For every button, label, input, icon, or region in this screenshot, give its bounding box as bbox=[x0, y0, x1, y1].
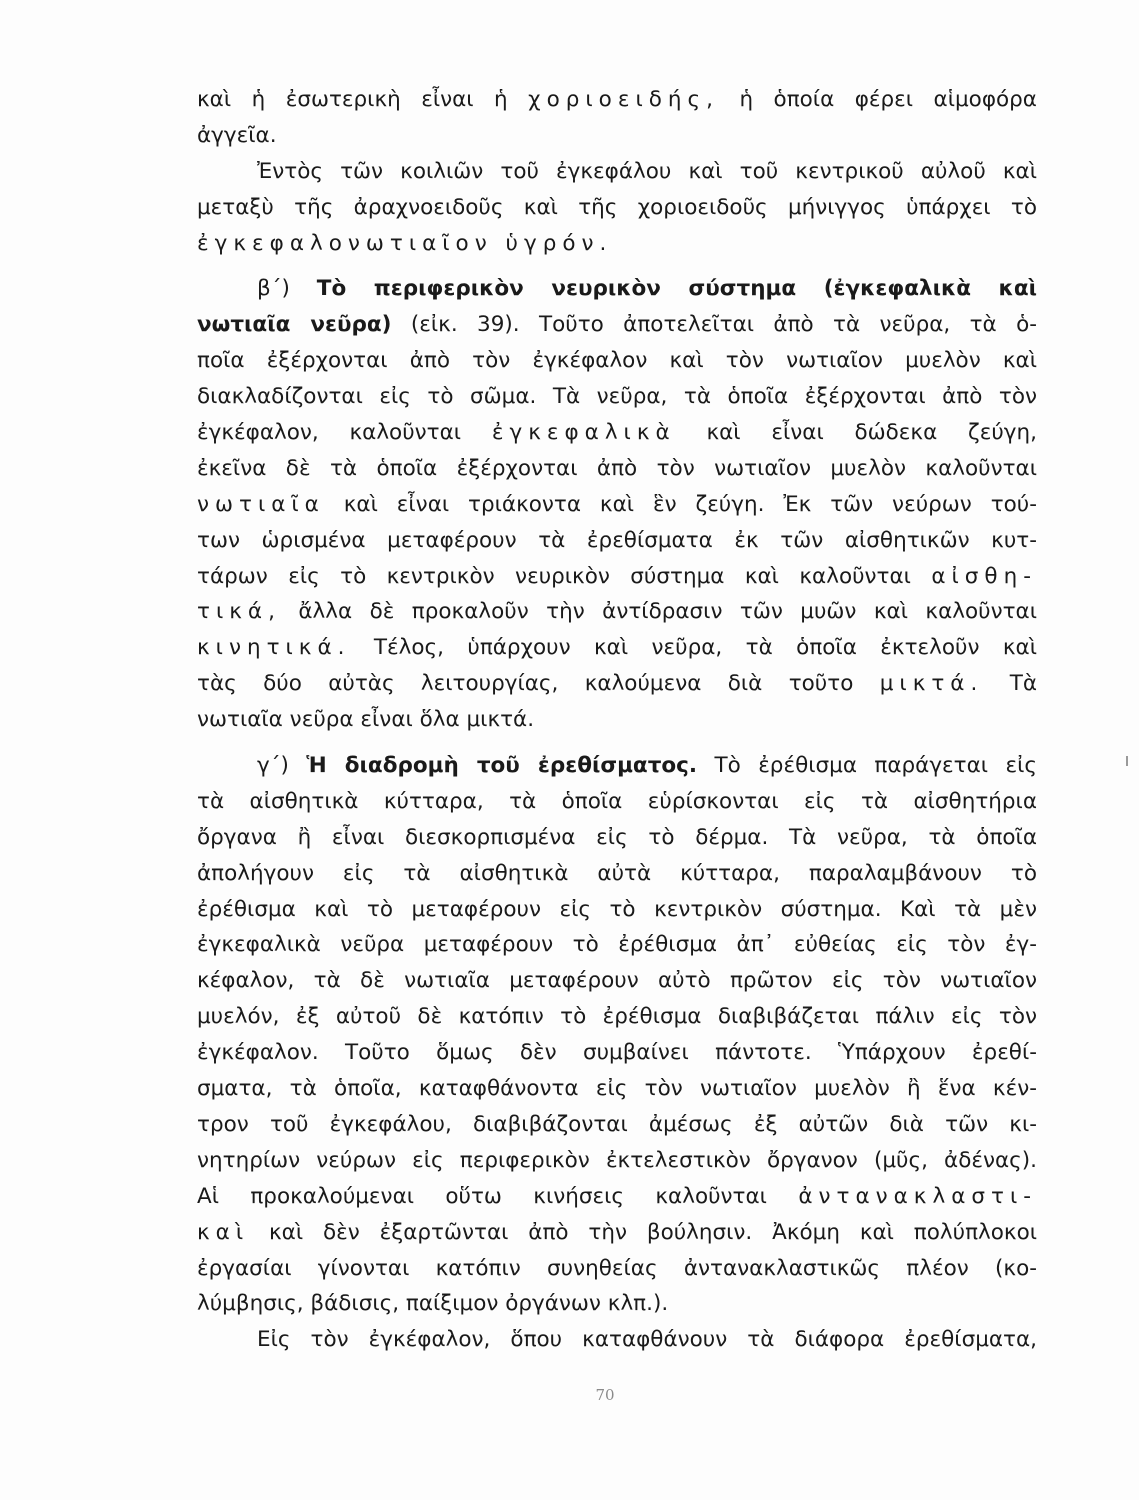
text-line: ἐκεῖνα δὲ τὰ ὁποῖα ἐξέρχονται ἀπὸ τὸν νωτιαῖον μυελὸν καλοῦνται bbox=[197, 455, 1037, 481]
text-line: μεταξὺ τῆς ἀραχνοειδοῦς καὶ τῆς χοριοειδοῦς μήνιγγος ὑπάρχει τὸ bbox=[197, 194, 1037, 220]
text-line: τάρων εἰς τὸ κεντρικὸν νευρικὸν σύστημα καὶ καλοῦνται αἰσθη- bbox=[197, 563, 1037, 589]
spaced-term: νωτιαῖα bbox=[197, 491, 325, 517]
text-line: νωτιαῖα νεῦρα) (εἰκ. 39). Τοῦτο ἀποτελεῖται ἀπὸ τὰ νεῦρα, τὰ ὁ- bbox=[197, 312, 1037, 338]
text-line: κέφαλον, τὰ δὲ νωτιαῖα μεταφέρουν αὐτὸ πρῶτον εἰς τὸν νωτιαῖον bbox=[197, 968, 1037, 994]
spaced-term: ἐγκεφαλονωτιαῖον ὑγρόν. bbox=[197, 230, 613, 256]
text-line: τικά, ἄλλα δὲ προκαλοῦν τὴν ἀντίδρασιν τῶν μυῶν καὶ καλοῦνται bbox=[197, 599, 1037, 625]
scan-mark bbox=[1126, 756, 1128, 766]
text-line: τρον τοῦ ἐγκεφάλου, διαβιβάζονται ἀμέσως ἐξ αὐτῶν διὰ τῶν κι- bbox=[197, 1111, 1037, 1137]
spaced-term: αἰσθη- bbox=[931, 563, 1037, 589]
text-line: Ἐντὸς τῶν κοιλιῶν τοῦ ἐγκεφάλου καὶ τοῦ κεντρικοῦ αὐλοῦ καὶ bbox=[257, 158, 1037, 184]
spaced-term: ἐγκεφαλικὰ bbox=[491, 420, 676, 446]
text-line: κινητικά. Τέλος, ὑπάρχουν καὶ νεῦρα, τὰ ὁποῖα ἐκτελοῦν καὶ bbox=[197, 635, 1037, 661]
text-line: καὶ ἡ ἐσωτερικὴ εἶναι ἡ χοριοειδής, ἡ ὁποία φέρει αἱμοφόρα bbox=[197, 87, 1037, 112]
text-line: των ὡρισμένα μεταφέρουν τὰ ἐρεθίσματα ἐκ τῶν αἰσθητικῶν κυτ- bbox=[197, 527, 1037, 553]
spaced-term: χοριοειδής, bbox=[528, 87, 719, 112]
section-label: β΄) bbox=[257, 276, 290, 302]
text-line: νωτιαῖα νεῦρα εἶναι ὅλα μικτά. bbox=[197, 707, 535, 733]
text-line: τὰ αἰσθητικὰ κύτταρα, τὰ ὁποῖα εὑρίσκονται εἰς τὰ αἰσθητήρια bbox=[197, 788, 1037, 814]
text-line: μυελόν, ἐξ αὐτοῦ δὲ κατόπιν τὸ ἐρέθισμα διαβιβάζεται πάλιν εἰς τὸν bbox=[197, 1004, 1037, 1030]
text-line: ὄργανα ἢ εἶναι διεσκορπισμένα εἰς τὸ δέρμα. Τὰ νεῦρα, τὰ ὁποῖα bbox=[197, 824, 1037, 850]
section-title: Ἡ διαδρομὴ τοῦ ἐρεθίσματος. bbox=[306, 753, 698, 779]
text-line: λύμβησις, βάδισις, παίξιμον ὀργάνων κλπ.). bbox=[197, 1291, 669, 1317]
spaced-term: κινητικά. bbox=[197, 635, 351, 661]
text-line: ἐγκέφαλον. Τοῦτο ὅμως δὲν συμβαίνει πάντοτε. Ὑπάρχουν ἐρεθί- bbox=[197, 1040, 1037, 1066]
body-text bbox=[197, 82, 1037, 1358]
spaced-term: ἀντανακλαστι- bbox=[798, 1183, 1037, 1209]
section-heading-c: γ΄) Ἡ διαδρομὴ τοῦ ἐρεθίσματος. Τὸ ἐρέθισμα παράγεται εἰς bbox=[257, 753, 1037, 779]
text-line: τὰς δύο αὐτὰς λειτουργίας, καλούμενα διὰ τοῦτο μικτά. Τὰ bbox=[197, 671, 1037, 697]
text-line: Εἰς τὸν ἐγκέφαλον, ὅπου καταφθάνουν τὰ διάφορα ἐρεθίσματα, bbox=[257, 1327, 1037, 1353]
spaced-term: μικτά. bbox=[879, 671, 984, 697]
text-line: σματα, τὰ ὁποῖα, καταφθάνοντα εἰς τὸν νωτιαῖον μυελὸν ἢ ἕνα κέν- bbox=[197, 1076, 1037, 1102]
text-line: ἐρέθισμα καὶ τὸ μεταφέρουν εἰς τὸ κεντρικὸν σύστημα. Καὶ τὰ μὲν bbox=[197, 896, 1037, 922]
text-line: ἐγκεφαλικὰ νεῦρα μεταφέρουν τὸ ἐρέθισμα ἀπ᾽ εὐθείας εἰς τὸν ἐγ- bbox=[197, 932, 1037, 958]
text-line: ἐργασίαι γίνονται κατόπιν συνηθείας ἀντανακλαστικῶς πλέον (κο- bbox=[197, 1255, 1037, 1281]
text-line: ἀπολήγουν εἰς τὰ αἰσθητικὰ αὐτὰ κύτταρα, παραλαμβάνουν τὸ bbox=[197, 860, 1037, 886]
section-label: γ΄) bbox=[257, 753, 289, 779]
section-title: Τὸ περιφερικὸν νευρικὸν σύστημα (ἐγκεφαλικὰ καὶ bbox=[316, 276, 1037, 302]
text-line: διακλαδίζονται εἰς τὸ σῶμα. Τὰ νεῦρα, τὰ ὁποῖα ἐξέρχονται ἀπὸ τὸν bbox=[197, 384, 1037, 410]
page-number: 70 bbox=[595, 1386, 615, 1404]
spaced-term: τικά, bbox=[197, 599, 281, 625]
text-line: ποῖα ἐξέρχονται ἀπὸ τὸν ἐγκέφαλον καὶ τὸν νωτιαῖον μυελὸν καὶ bbox=[197, 348, 1037, 374]
section-title: νωτιαῖα νεῦρα) bbox=[197, 312, 392, 338]
text-line: ἀγγεῖα. bbox=[197, 122, 277, 148]
text-line: ἐγκέφαλον, καλοῦνται ἐγκεφαλικὰ καὶ εἶναι δώδεκα ζεύγη, bbox=[197, 420, 1037, 446]
section-heading-b bbox=[197, 271, 1037, 307]
text-line: Αἱ προκαλούμεναι οὕτω κινήσεις καλοῦνται ἀντανακλαστι- bbox=[197, 1183, 1037, 1209]
text-line: νωτιαῖα καὶ εἶναι τριάκοντα καὶ ἓν ζεύγη. Ἐκ τῶν νεύρων τού- bbox=[197, 491, 1037, 517]
text-line: καὶ καὶ δὲν ἐξαρτῶνται ἀπὸ τὴν βούλησιν. Ἀκόμη καὶ πολύπλοκοι bbox=[197, 1219, 1037, 1245]
text-line: νητηρίων νεύρων εἰς περιφερικὸν ἐκτελεστικὸν ὄργανον (μῦς, ἀδένας). bbox=[197, 1147, 1037, 1173]
spaced-term: καὶ bbox=[197, 1219, 250, 1245]
